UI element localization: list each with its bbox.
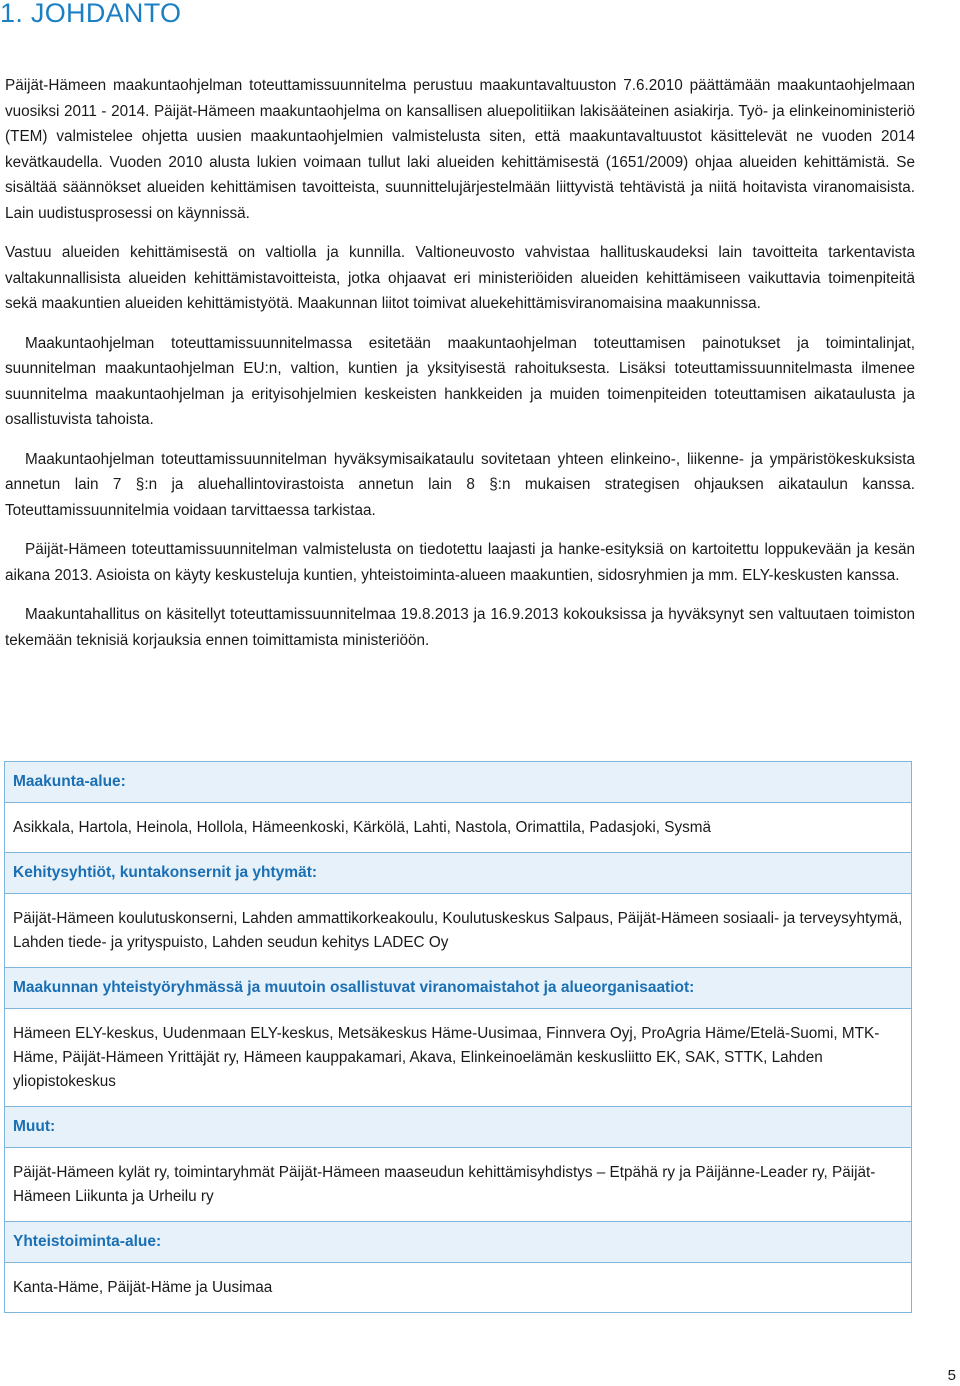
box-header-authorities: Maakunnan yhteistyöryhmässä ja muutoin osallistuvat viranomaistahot ja alueorganisaatiot: (5, 968, 911, 1009)
paragraph-6: Maakuntahallitus on käsitellyt toteuttamissuunnitelmaa 19.8.2013 ja 16.9.2013 kokouksissa ja hyväksynyt sen valtuutaen toimiston tekemään teknisiä korjauksia ennen toimittamista ministeriöön. (5, 606, 915, 649)
box-header-others: Muut: (5, 1107, 911, 1148)
info-box (4, 761, 912, 1313)
box-body-companies: Päijät-Hämeen koulutuskonserni, Lahden ammattikorkeakoulu, Koulutuskeskus Salpaus, Päijät-Hämeen sosiaali- ja terveysyhtymä, Lahden tiede- ja yrityspuisto, Lahden seudun kehitys LADEC Oy (5, 894, 911, 968)
body-text (5, 73, 915, 667)
box-body-region: Asikkala, Hartola, Heinola, Hollola, Hämeenkoski, Kärkölä, Lahti, Nastola, Orimattila, Padasjoki, Sysmä (5, 803, 911, 853)
box-body-cooperation: Kanta-Häme, Päijät-Häme ja Uusimaa (5, 1263, 911, 1312)
page-heading: 1. JOHDANTO (0, 0, 182, 28)
paragraph-1: Päijät-Hämeen maakuntaohjelman toteuttamissuunnitelma perustuu maakuntavaltuuston 7.6.2010 päättämään maakuntaohjelmaan vuosiksi 2011 - 2014. Päijät-Hämeen maakuntaohjelma on kansallisen aluepolitiikan lakisääteinen asiakirja. Työ- ja elinkeinoministeriö (TEM) valmistelee ohjetta uusien maakuntaohjelmien valmistelusta siten, että maakuntavaltuustot käsittelevät ne vuoden 2014 kevätkaudella. Vuoden 2010 alusta lukien voimaan tullut laki alueiden kehittämisestä (1651/2009) ohjaa alueiden kehittämistä. Se sisältää säännökset alueiden kehittämisen tavoitteista, suunnittelujärjestelmään liittyvistä tehtävistä ja niitä hoitavista viranomaisista. Lain uudistusprosessi on käynnissä. (5, 77, 915, 222)
page-number: 5 (947, 1367, 956, 1384)
paragraph-5: Päijät-Hämeen toteuttamissuunnitelman valmistelusta on tiedotettu laajasti ja hanke-esityksiä on kartoitettu loppukevään ja kesän aikana 2013. Asioista on käyty keskusteluja kuntien, yhteistoiminta-alueen maakuntien, sidosryhmien ja mm. ELY-keskusten kanssa. (5, 541, 915, 584)
paragraph-2: Vastuu alueiden kehittämisestä on valtiolla ja kunnilla. Valtioneuvosto vahvistaa hallituskaudeksi lain tavoitteita tarkentavista valtakunnallisista alueiden kehittämistavoitteista, jotka ohjaavat eri ministeriöiden alueiden kehittämiseen vaikuttavia toimenpiteitä sekä maakuntien alueiden kehittämistyötä. Maakunnan liitot toimivat aluekehittämisviranomaisina maakunnissa. (5, 244, 915, 312)
box-header-cooperation: Yhteistoiminta-alue: (5, 1222, 911, 1263)
box-header-region: Maakunta-alue: (5, 762, 911, 803)
box-body-authorities: Hämeen ELY-keskus, Uudenmaan ELY-keskus, Metsäkeskus Häme-Uusimaa, Finnvera Oyj, ProAgria Häme/Etelä-Suomi, MTK-Häme, Päijät-Hämeen Yrittäjät ry, Hämeen kauppakamari, Akava, Elinkeinoelämän keskusliitto EK, SAK, STTK, Lahden yliopistokeskus (5, 1009, 911, 1107)
paragraph-4: Maakuntaohjelman toteuttamissuunnitelman hyväksymisaikataulu sovitetaan yhteen elinkeino-, liikenne- ja ympäristökeskuksista annetun lain 7 §:n ja aluehallintovirastoista annetun lain 8 §:n mukaisen strategisen ohjauksen aikataulun kanssa. Toteuttamissuunnitelmia voidaan tarvittaessa tarkistaa. (5, 450, 915, 519)
paragraph-3: Maakuntaohjelman toteuttamissuunnitelmassa esitetään maakuntaohjelman toteuttamisen painotukset ja toimintalinjat, suunnitelman maakuntaohjelman EU:n, valtion, kuntien ja yksityisestä rahoituksesta. Lisäksi toteuttamissuunnitelmasta ilmenee suunnitelma maakuntaohjelman ja erityisohjelmien keskeisten hankkeiden ja muiden toimenpiteiden toteuttamisen aikataulusta ja osallistuvista tahoista. (5, 334, 915, 428)
box-body-others: Päijät-Hämeen kylät ry, toimintaryhmät Päijät-Hämeen maaseudun kehittämisyhdistys – Etpähä ry ja Päijänne-Leader ry, Päijät-Hämeen Liikunta ja Urheilu ry (5, 1148, 911, 1222)
box-header-companies: Kehitysyhtiöt, kuntakonsernit ja yhtymät: (5, 853, 911, 894)
